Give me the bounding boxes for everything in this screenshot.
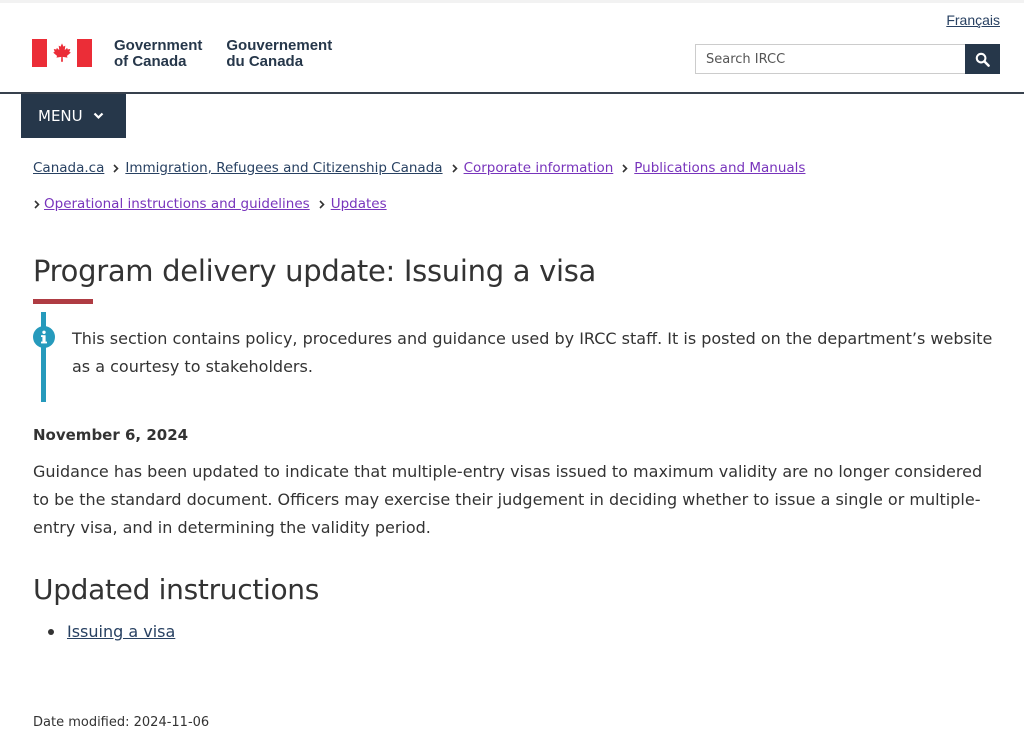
date-modified: Date modified: 2024-11-06 xyxy=(33,715,210,730)
menu-label: MENU xyxy=(38,107,83,125)
language-toggle-link[interactable]: Français xyxy=(946,12,1000,28)
updated-instructions-heading: Updated instructions xyxy=(33,573,320,606)
list-item xyxy=(48,620,175,644)
chevron-right-icon xyxy=(113,164,119,173)
search-input[interactable] xyxy=(695,44,965,74)
update-description: Guidance has been updated to indicate that multiple-entry visas issued to maximum validity are no longer considered to be the standard document. Officers may exercise their judgement in deciding whether to issue a single or multiple-entry visa, and in determining the validity period. xyxy=(33,462,983,537)
brand-text-french xyxy=(226,38,332,70)
menu-button[interactable] xyxy=(21,94,126,138)
search-form xyxy=(695,44,1000,74)
breadcrumb-ircc[interactable]: Immigration, Refugees and Citizenship Canada xyxy=(125,160,443,176)
chevron-down-icon xyxy=(93,112,104,120)
breadcrumb-operational-instructions[interactable]: Operational instructions and guidelines xyxy=(44,196,310,212)
info-icon xyxy=(33,326,55,348)
top-border xyxy=(0,0,1024,3)
chevron-right-icon xyxy=(319,200,325,209)
breadcrumb-updates[interactable]: Updates xyxy=(330,196,387,212)
chevron-right-icon xyxy=(34,200,40,209)
brand-fr-line2: du Canada xyxy=(226,53,304,70)
instructions-list xyxy=(48,620,175,644)
chevron-right-icon xyxy=(452,164,458,173)
brand-text-english xyxy=(114,38,202,70)
update-date-heading: November 6, 2024 xyxy=(33,426,189,444)
government-of-canada-signature[interactable] xyxy=(32,38,332,70)
header-divider xyxy=(0,92,1024,94)
breadcrumb-publications-and-manuals[interactable]: Publications and Manuals xyxy=(634,160,806,176)
breadcrumb-corporate-information[interactable]: Corporate information xyxy=(463,160,614,176)
maple-leaf-icon xyxy=(51,42,73,64)
brand-en-line1: Government xyxy=(114,37,203,54)
chevron-right-icon xyxy=(622,164,628,173)
brand-fr-line1: Gouvernement xyxy=(226,37,333,54)
breadcrumb-canada-ca[interactable]: Canada.ca xyxy=(33,160,105,176)
brand-en-line2: of Canada xyxy=(114,53,187,70)
search-button[interactable] xyxy=(965,44,1000,74)
canada-flag-icon xyxy=(32,39,92,67)
issuing-a-visa-link[interactable]: Issuing a visa xyxy=(67,622,176,641)
search-icon xyxy=(975,52,990,67)
breadcrumb xyxy=(33,158,993,214)
info-alert-text: This section contains policy, procedures and guidance used by IRCC staff. It is posted on the department’s website as a courtesy to stakeholders. xyxy=(72,329,993,376)
bullet-icon xyxy=(48,629,54,635)
title-underline xyxy=(33,299,93,304)
page-title: Program delivery update: Issuing a visa xyxy=(33,254,597,288)
